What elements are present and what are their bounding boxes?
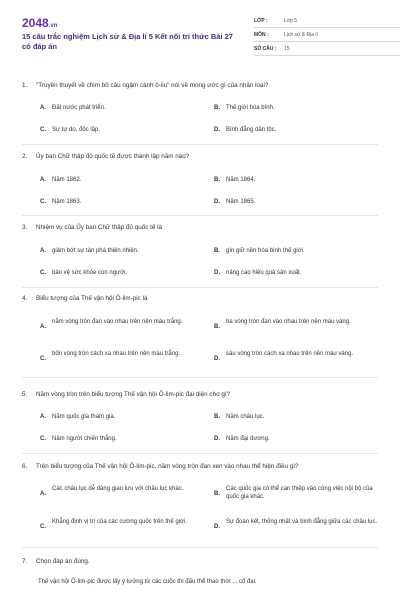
divider — [22, 453, 378, 454]
question-text: 3. Nhiệm vụ của Ủy ban Chữ thập đỏ quốc tế là — [22, 224, 163, 231]
meta-row-grade — [254, 14, 400, 28]
meta-table — [254, 14, 400, 56]
question-text: 7. Chọn đáp án đúng. — [22, 558, 90, 565]
header — [22, 12, 382, 60]
logo-tld: .vn — [48, 23, 58, 29]
question-7-statement: Thế vận hội Ô-lim-pic được lấy ý tưởng từ các cuộc thi đấu thể thao thời ... cổ đại. — [38, 579, 257, 585]
meta-label: SỐ CÂU : — [254, 45, 277, 52]
meta-row-count — [254, 42, 400, 56]
quiz-page: 2048.vn 15 câu trắc nghiệm Lịch sử & Địa lí 5 Kết nối tri thức Bài 27 có đáp án LỚP : Lớp 5 MÔN : Lịch sử & Địa lí SỐ CÂU : 15 1. "Truyền thuyết về chim bồ câu ngậm cành ô-liu" nói về mong ước gì của nhân loại? A. Đất nước phát triển. B. Thế giới hòa bình. C. Sự tự do, độc lập. D. Bình đẳng dân tộc. 2. Ủy ban Chữ thập đỏ quốc tế được thành lập năm nào? A. Năm 1862. B. Năm 1864. C. Năm 1863. D. Năm 1865. 3. Nhiệm vụ của Ủy ban Chữ thập đỏ quốc tế là A. giảm bớt sự tàn phá thiên nhiên. B. gìn giữ nền hòa bình thế giới. C. bảo vệ sức khỏe con người. D. nâng cao hiệu quả sản xuất. 4. Biểu tượng của Thế vận hội Ô-lim-pic là A. năm vòng tròn đan vào nhau trên nền màu trắng. B. ba vòng tròn đan vào nhau trên nền màu vàng. C. bốn vòng tròn cách xa nhau trên nền màu trắng. D. sáu vòng tròn cách xa nhau trên nền màu vàng. 5. Năm vòng tròn trên biểu tượng Thế vận hội Ô-lim-pic đại diện cho gì? A. Năm quốc gia tham gia. B. Năm châu lục. C. Năm người chiến thắng. D. Năm đại dương. 6. Trên biểu tượng của Thế vận hội Ô-lim-pic, năm vòng tròn đan xen vào nhau thể hiện điều gì? A. Các châu lục dễ dàng giao lưu với châu lục khác. B. Các quốc gia có thể can thiệp vào công việc nội bộ của quốc gia khác. C. Khẳng định vị trí của các cường quốc trên thế giới. D. Sự đoàn kết, thống nhất và bình đẳng giữa các châu lục. 7. Chọn đáp án đúng. Thế vận hội Ô-lim-pic được lấy ý tưởng từ các cuộc thi đấu thể thao thời ... cổ đại. — [0, 0, 400, 600]
divider — [22, 377, 378, 378]
question-text: 5. Năm vòng tròn trên biểu tượng Thế vận hội Ô-lim-pic đại diện cho gì? — [22, 391, 231, 398]
question-text: 6. Trên biểu tượng của Thế vận hội Ô-lim-pic, năm vòng tròn đan xen vào nhau thể hiện điều gì? — [22, 463, 299, 470]
divider — [22, 144, 378, 145]
meta-value: Lịch sử & Địa lí — [284, 31, 318, 38]
question-text: 2. Ủy ban Chữ thập đỏ quốc tế được thành lập năm nào? — [22, 153, 190, 160]
divider — [22, 287, 378, 288]
page-title: 15 câu trắc nghiệm Lịch sử & Địa lí 5 Kết nối tri thức Bài 27 có đáp án — [22, 32, 233, 51]
question-text: 1. "Truyền thuyết về chim bồ câu ngậm cành ô-liu" nói về mong ước gì của nhân loại? — [22, 82, 269, 89]
meta-value: 15 — [284, 45, 290, 52]
divider — [22, 215, 378, 216]
meta-label: LỚP : — [254, 17, 268, 24]
divider — [22, 547, 378, 548]
logo[interactable]: 2048.vn — [22, 16, 58, 30]
meta-value: Lớp 5 — [284, 17, 298, 24]
question-text: 4. Biểu tượng của Thế vận hội Ô-lim-pic là — [22, 295, 148, 302]
meta-row-subject — [254, 28, 400, 42]
meta-label: MÔN : — [254, 31, 269, 38]
